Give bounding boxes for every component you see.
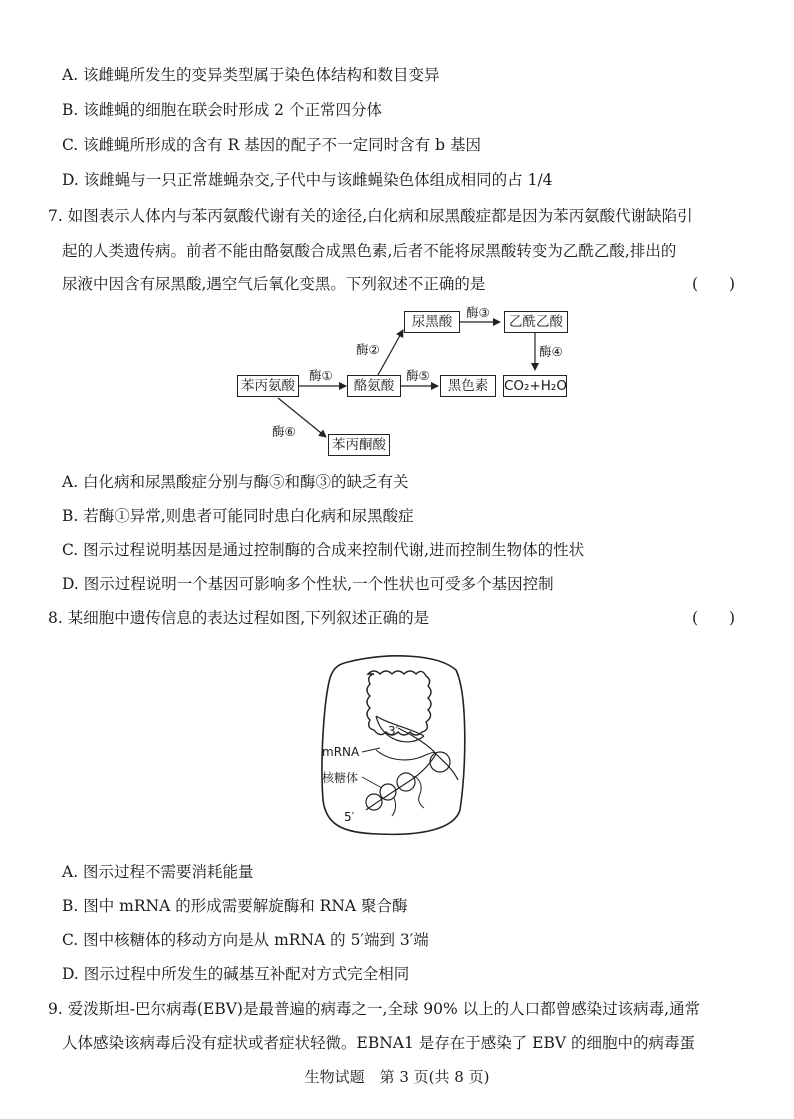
q8-stem: 8. 某细胞中遗传信息的表达过程如图,下列叙述正确的是 xyxy=(48,609,430,627)
ribosome-4 xyxy=(366,794,382,810)
node-acetoacetic-acid: 乙酰乙酸 xyxy=(504,311,568,333)
q6-option-d: D. 该雌蝇与一只正常雄蝇杂交,子代中与该雌蝇染色体组成相同的占 1/4 xyxy=(62,171,553,189)
node-co2-h2o: CO₂+H₂O xyxy=(503,375,567,397)
q9-stem-line-2: 人体感染该病毒后没有症状或者症状轻微。EBNA1 是存在于感染了 EBV 的细胞中的病毒蛋 xyxy=(62,1034,696,1052)
q9-stem-line-1: 9. 爱泼斯坦-巴尔病毒(EBV)是最普遍的病毒之一,全球 90% 以上的人口都曾感染过该病毒,通常 xyxy=(48,1000,701,1018)
node-tyrosine: 酪氨酸 xyxy=(347,375,401,397)
q7-option-a: A. 白化病和尿黑酸症分别与酶⑤和酶③的缺乏有关 xyxy=(62,473,409,491)
label-five-prime: 5′ xyxy=(344,810,355,824)
q7-answer-paren: ( ) xyxy=(692,275,736,293)
node-phenylpyruvic-acid: 苯丙酮酸 xyxy=(328,434,390,456)
q7-option-b: B. 若酶①异常,则患者可能同时患白化病和尿黑酸症 xyxy=(62,507,414,525)
label-enzyme-6: 酶⑥ xyxy=(272,424,296,439)
q8-option-d: D. 图示过程中所发生的碱基互补配对方式完全相同 xyxy=(62,965,410,983)
q8-option-a: A. 图示过程不需要消耗能量 xyxy=(62,863,254,881)
q8-option-c: C. 图中核糖体的移动方向是从 mRNA 的 5′端到 3′端 xyxy=(62,931,429,949)
q7-option-d: D. 图示过程说明一个基因可影响多个性状,一个性状也可受多个基因控制 xyxy=(62,575,554,593)
label-mrna: mRNA xyxy=(322,745,360,759)
q6-option-b: B. 该雌蝇的细胞在联会时形成 2 个正常四分体 xyxy=(62,101,382,119)
page-footer: 生物试题 第 3 页(共 8 页) xyxy=(304,1068,490,1086)
q7-option-c: C. 图示过程说明基因是通过控制酶的合成来控制代谢,进而控制生物体的性状 xyxy=(62,541,585,559)
label-enzyme-4: 酶④ xyxy=(539,344,563,359)
q6-option-a: A. 该雌蝇所发生的变异类型属于染色体结构和数目变异 xyxy=(62,66,440,84)
label-enzyme-3: 酶③ xyxy=(466,305,490,320)
node-phenylalanine: 苯丙氨酸 xyxy=(237,375,299,397)
q6-option-c: C. 该雌蝇所形成的含有 R 基因的配子不一定同时含有 b 基因 xyxy=(62,136,481,154)
q8-answer-paren: ( ) xyxy=(692,609,736,627)
label-enzyme-1: 酶① xyxy=(309,368,333,383)
arrow-tyr-to-hga xyxy=(378,330,403,375)
q7-stem-line-3: 尿液中因含有尿黑酸,遇空气后氧化变黑。下列叙述不正确的是 xyxy=(62,275,486,293)
ribosome-1 xyxy=(430,752,450,772)
label-ribosome: 核糖体 xyxy=(322,771,359,785)
ribosome-2 xyxy=(397,773,415,791)
node-melanin: 黑色素 xyxy=(440,375,496,397)
q8-cell-figure xyxy=(318,650,468,840)
label-three-prime: 3′ xyxy=(388,724,399,738)
q7-pathway-arrows xyxy=(0,0,794,470)
label-enzyme-2: 酶② xyxy=(356,342,380,357)
label-enzyme-5: 酶⑤ xyxy=(406,368,430,383)
q7-stem-line-2: 起的人类遗传病。前者不能由酪氨酸合成黑色素,后者不能将尿黑酸转变为乙酰乙酸,排出的 xyxy=(62,242,677,260)
node-homogentisic-acid: 尿黑酸 xyxy=(404,311,460,333)
q7-stem-line-1: 7. 如图表示人体内与苯丙氨酸代谢有关的途径,白化病和尿黑酸症都是因为苯丙氨酸代谢缺陷引 xyxy=(48,207,693,225)
q8-option-b: B. 图中 mRNA 的形成需要解旋酶和 RNA 聚合酶 xyxy=(62,897,408,915)
